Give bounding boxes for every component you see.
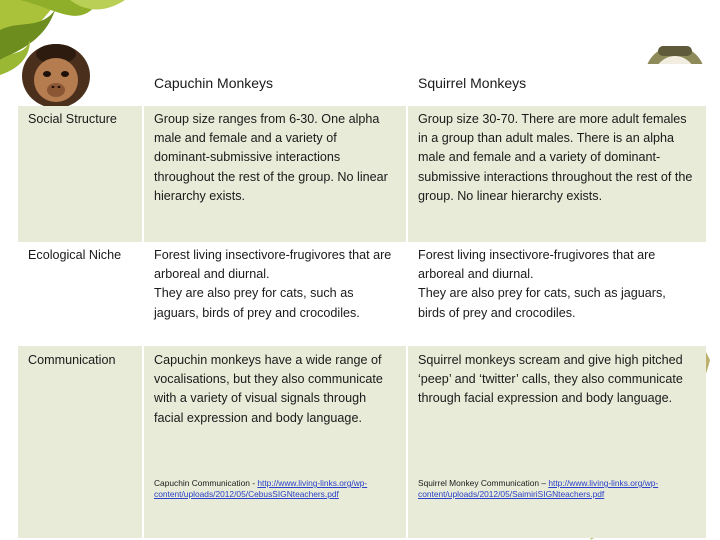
table-row (18, 106, 706, 242)
squirrel-source-link[interactable]: http://www.living-links.org/wp-content/uploads/2012/05/SaimiriSIGNteachers.pdf (418, 478, 659, 499)
capuchin-niche-line2: They are also prey for cats, such as jaguars, birds of prey and crocodiles. (154, 286, 360, 320)
header-squirrel: Squirrel Monkeys (406, 64, 706, 106)
squirrel-social-structure: Group size 30-70. There are more adult females in a group than adult males. There is an alpha male and female and a variety of dominant-submissive interactions throughout the rest of the group. No linear hierarchy exists. (406, 106, 706, 242)
capuchin-source (142, 446, 406, 538)
capuchin-social-structure: Group size ranges from 6-30. One alpha male and female and a variety of dominant-submissive interactions throughout the rest of the group. No linear hierarchy exists. (142, 106, 406, 242)
table-row (18, 242, 706, 346)
capuchin-communication: Capuchin monkeys have a wide range of vocalisations, but they also communicate with a variety of visual signals through facial expression and body language. (142, 346, 406, 446)
header-capuchin: Capuchin Monkeys (142, 64, 406, 106)
squirrel-niche-line1: Forest living insectivore-frugivores that are arboreal and diurnal. (418, 248, 656, 282)
sources-empty-cell (18, 446, 142, 538)
header-empty-cell (18, 64, 142, 106)
comparison-table (18, 64, 706, 538)
capuchin-source-label: Capuchin Communication - (154, 478, 258, 488)
table-row (18, 346, 706, 446)
squirrel-ecological-niche (406, 242, 706, 346)
squirrel-niche-line2: They are also prey for cats, such as jaguars, birds of prey and crocodiles. (418, 286, 666, 320)
capuchin-ecological-niche (142, 242, 406, 346)
squirrel-communication: Squirrel monkeys scream and give high pitched ‘peep’ and ‘twitter’ calls, they also communicate through facial expression and body language. (406, 346, 706, 446)
table-row-sources (18, 446, 706, 538)
table-header-row (18, 64, 706, 106)
row-label-ecological-niche: Ecological Niche (18, 242, 142, 346)
squirrel-source-label: Squirrel Monkey Communication – (418, 478, 549, 488)
capuchin-niche-line1: Forest living insectivore-frugivores that are arboreal and diurnal. (154, 248, 392, 282)
squirrel-source (406, 446, 706, 538)
row-label-social-structure: Social Structure (18, 106, 142, 242)
row-label-communication: Communication (18, 346, 142, 446)
capuchin-source-link[interactable]: http://www.living-links.org/wp-content/uploads/2012/05/CebusSIGNteachers.pdf (154, 478, 368, 499)
